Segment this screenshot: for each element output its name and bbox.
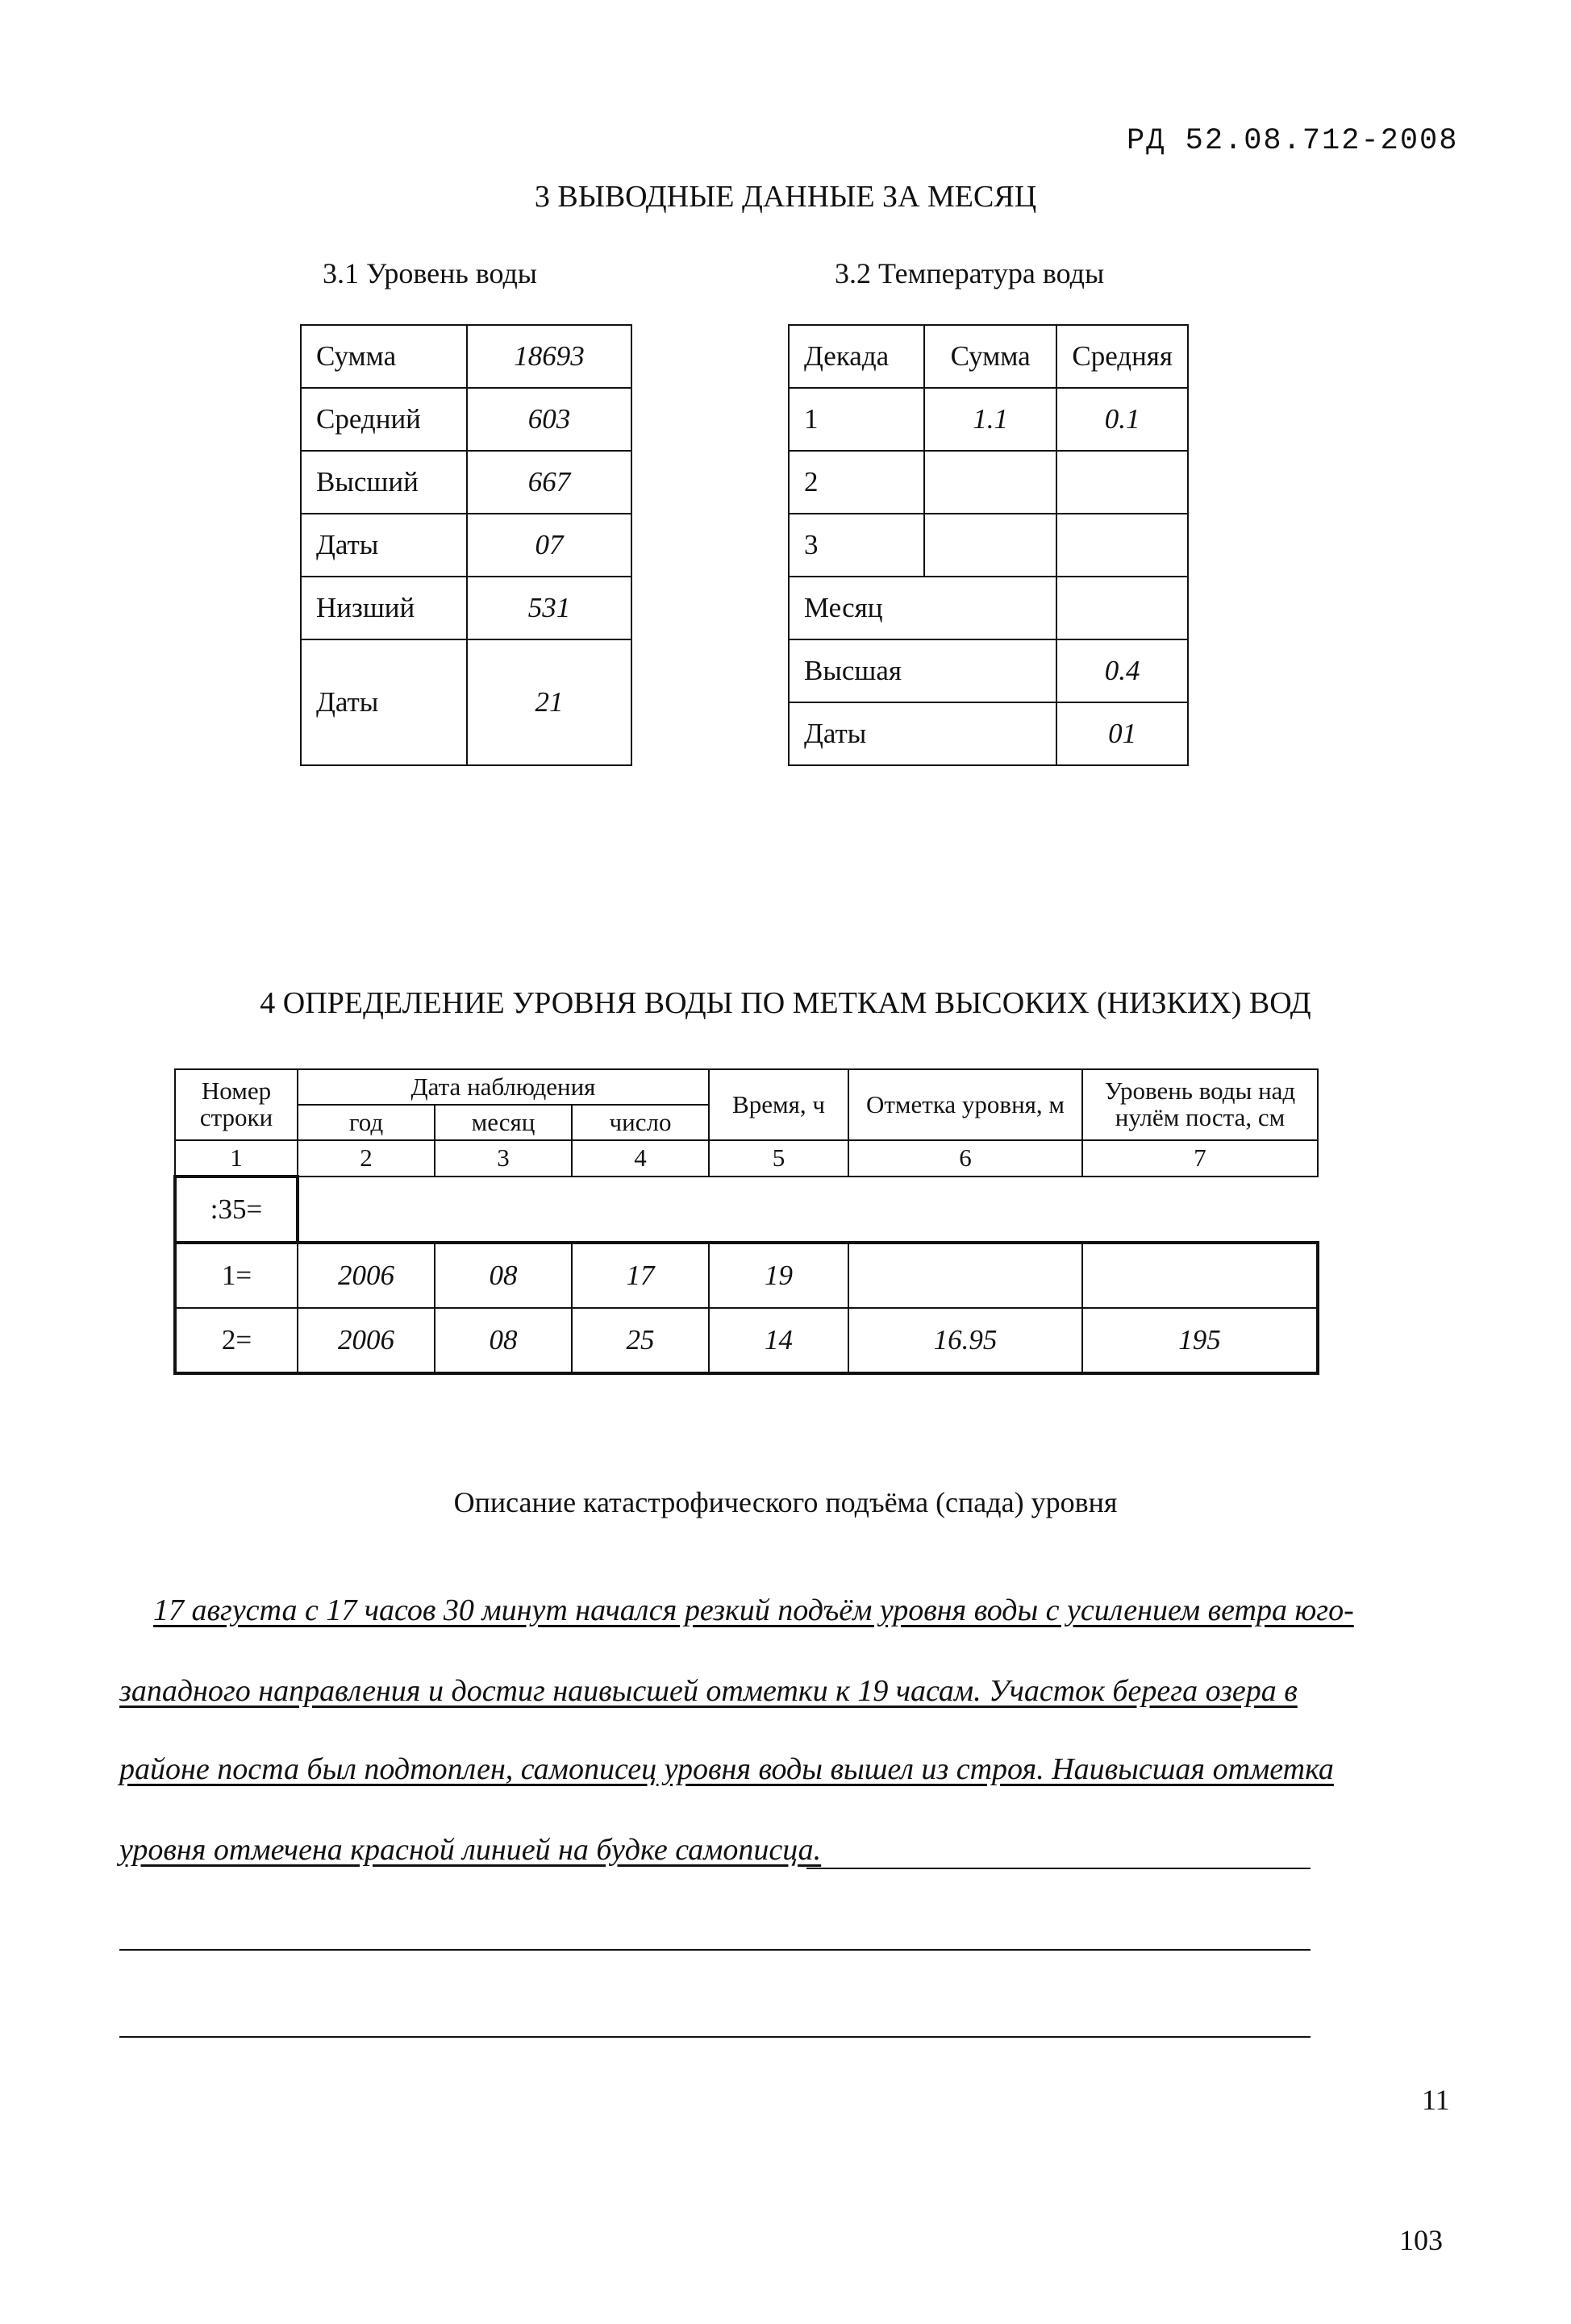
cell-max-label: Высшая [789,639,1056,702]
table-row [301,514,631,577]
cell-level [1082,1243,1318,1308]
section-3-title: 3 ВЫВОДНЫЕ ДАННЫЕ ЗА МЕСЯЦ [534,180,1037,214]
cell-mark [848,1243,1082,1308]
cell-sum [924,514,1056,577]
water-temp-subtitle: 3.2 Температура воды [835,257,1105,289]
column-numbers-row [175,1140,1318,1177]
table-row [301,325,631,388]
cell-label: Высший [301,451,467,514]
table-header-row [175,1069,1318,1105]
column-number: 4 [572,1140,709,1177]
table-row [789,325,1188,388]
page-number-inner: 11 [1422,2084,1450,2116]
header-avg: Средняя [1056,325,1188,388]
table-row [789,388,1188,451]
code-cell: :35= [175,1177,298,1243]
cell-max-value: 0.4 [1056,639,1188,702]
cell-dates-label: Даты [789,702,1056,765]
cell-year: 2006 [298,1243,435,1308]
header-day: число [572,1105,709,1140]
cell-month-label: Месяц [789,577,1056,639]
table-row [789,451,1188,514]
description-line: районе поста был подтоплен, самописец уровня воды вышел из строя. Наивысшая отметка [119,1752,1334,1786]
cell-avg [1056,514,1188,577]
blank-line [806,1868,1311,1869]
table-row [789,639,1188,702]
cell-time: 19 [709,1243,848,1308]
table-row [789,577,1188,639]
header-row-number: Номер строки [175,1069,298,1140]
code-row [175,1177,1318,1243]
cell-label: Низший [301,577,467,639]
header-year: год [298,1105,435,1140]
cell-value: 667 [467,451,631,514]
table-row [789,702,1188,765]
cell-label: Даты [301,639,467,765]
cell-label: Сумма [301,325,467,388]
cell-month: 08 [435,1308,572,1373]
description-line: западного направления и достиг наивысшей отметки к 19 часам. Участок берега озера в [119,1674,1298,1708]
high-water-marks-table [173,1068,1319,1375]
column-number: 6 [848,1140,1082,1177]
cell-time: 14 [709,1308,848,1373]
description-line: 17 августа с 17 часов 30 минут начался резкий подъём уровня воды с усилением ветра юго- [153,1593,1354,1627]
cell-year: 2006 [298,1308,435,1373]
column-number: 2 [298,1140,435,1177]
code-empty-cell [298,1177,1318,1243]
cell-mark: 16.95 [848,1308,1082,1373]
table-row [301,388,631,451]
cell-label: Даты [301,514,467,577]
cell-value: 21 [467,639,631,765]
description-line: уровня отмечена красной линией на будке самописца. [119,1833,822,1867]
cell-sum [924,451,1056,514]
water-level-table [300,324,632,766]
cell-decade: 3 [789,514,924,577]
cell-sum: 1.1 [924,388,1056,451]
cell-value: 07 [467,514,631,577]
header-decade: Декада [789,325,924,388]
description-title: Описание катастрофического подъёма (спада) уровня [453,1486,1118,1518]
table-row [175,1243,1318,1308]
column-number: 1 [175,1140,298,1177]
cell-value: 531 [467,577,631,639]
cell-decade: 2 [789,451,924,514]
header-obs-date: Дата наблюдения [298,1069,709,1105]
header-month: месяц [435,1105,572,1140]
cell-value: 603 [467,388,631,451]
column-number: 5 [709,1140,848,1177]
page-number-outer: 103 [1399,2224,1443,2256]
cell-month-value [1056,577,1188,639]
blank-line [119,2036,1311,2038]
document-number: РД 52.08.712-2008 [1127,124,1459,158]
column-number: 3 [435,1140,572,1177]
cell-day: 17 [572,1243,709,1308]
table-row [789,514,1188,577]
table-row [301,451,631,514]
column-number: 7 [1082,1140,1318,1177]
blank-line [119,1949,1311,1951]
cell-dates-value: 01 [1056,702,1188,765]
header-mark: Отметка уровня, м [848,1069,1082,1140]
cell-row-number: 2= [175,1308,298,1373]
water-temp-table [788,324,1189,766]
header-sum: Сумма [924,325,1056,388]
header-level: Уровень воды над нулём поста, см [1082,1069,1318,1140]
cell-month: 08 [435,1243,572,1308]
table-row [301,577,631,639]
cell-day: 25 [572,1308,709,1373]
water-level-subtitle: 3.1 Уровень воды [323,257,537,289]
cell-decade: 1 [789,388,924,451]
table-row [301,639,631,765]
cell-label: Средний [301,388,467,451]
cell-avg: 0.1 [1056,388,1188,451]
header-time: Время, ч [709,1069,848,1140]
cell-value: 18693 [467,325,631,388]
table-row [175,1308,1318,1373]
cell-row-number: 1= [175,1243,298,1308]
cell-level: 195 [1082,1308,1318,1373]
section-4-title: 4 ОПРЕДЕЛЕНИЕ УРОВНЯ ВОДЫ ПО МЕТКАМ ВЫСОКИХ (НИЗКИХ) ВОД [260,986,1311,1020]
cell-avg [1056,451,1188,514]
